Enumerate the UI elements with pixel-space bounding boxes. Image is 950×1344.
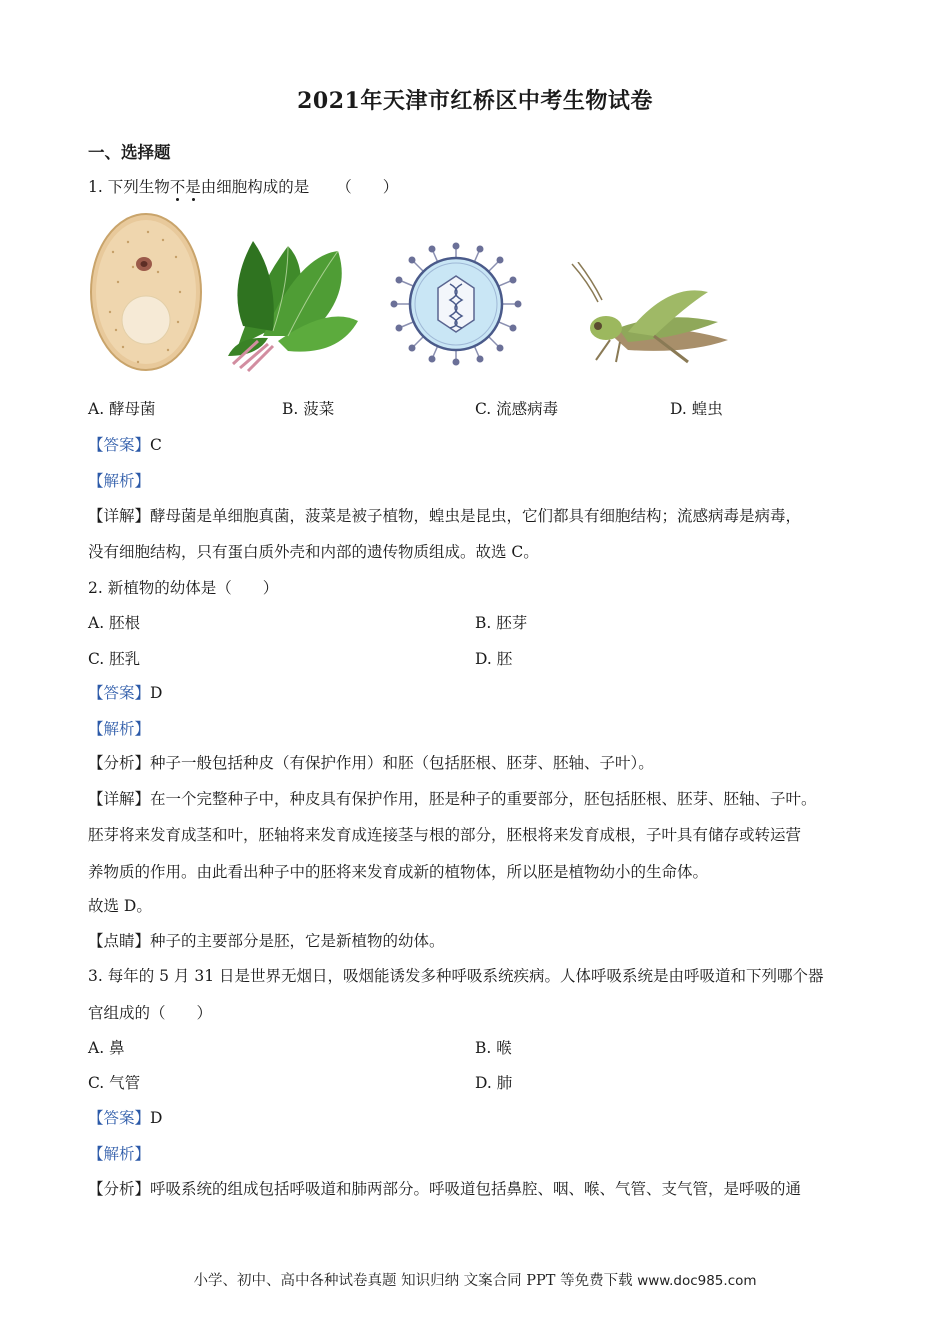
detail-tag: 【详解】 — [88, 507, 151, 525]
answer-value: D — [150, 1109, 163, 1127]
question-text-pre: 下列生物 — [107, 178, 170, 196]
question-2-stem: 2. 新植物的幼体是（ ） — [88, 579, 279, 597]
option-c: C. 气管 — [88, 1074, 141, 1092]
question-text-post: 由细胞构成的是 — [200, 178, 310, 196]
detail-text-cont: 胚芽将来发育成茎和叶，胚轴将来发育成连接茎与根的部分，胚根将来发育成根，子叶具有储存或转运营 — [88, 826, 802, 844]
option-d: D. 胚 — [475, 650, 513, 668]
detail-tag: 【详解】 — [88, 790, 151, 808]
question-number: 1. — [88, 178, 103, 196]
section-heading: 一、选择题 — [88, 143, 171, 162]
option-d: D. 肺 — [475, 1074, 513, 1092]
option-b: B. 喉 — [475, 1039, 512, 1057]
detail-conclusion: 故选 D。 — [88, 897, 152, 915]
question-1-stem — [88, 176, 398, 198]
option-a: A. 胚根 — [88, 614, 141, 632]
page-footer — [0, 1269, 950, 1290]
footer-text: 小学、初中、高中各种试卷真题 知识归纳 文案合同 PPT 等免费下载 — [193, 1273, 633, 1289]
answer-tag: 【答案】 — [88, 436, 151, 454]
option-d: D. 蝗虫 — [670, 400, 723, 418]
dianjing-tag: 【点睛】 — [88, 932, 151, 950]
option-c: C. 流感病毒 — [475, 400, 559, 418]
option-b: B. 菠菜 — [282, 400, 335, 418]
option-c: C. 胚乳 — [88, 650, 141, 668]
fenxi-tag: 【分析】 — [88, 1180, 151, 1198]
analysis-tag: 【解析】 — [88, 1145, 151, 1163]
option-b: B. 胚芽 — [475, 614, 528, 632]
answer-value: C — [150, 436, 162, 454]
fenxi-tag: 【分析】 — [88, 754, 151, 772]
detail-text-cont: 养物质的作用。由此看出种子中的胚将来发育成新的植物体，所以胚是植物幼小的生命体。 — [88, 863, 709, 881]
answer-line — [88, 434, 162, 456]
spinach-illustration — [218, 226, 364, 374]
locust-illustration — [568, 262, 734, 366]
analysis-tag: 【解析】 — [88, 472, 151, 490]
answer-tag: 【答案】 — [88, 1109, 151, 1127]
fenxi-text: 呼吸系统的组成包括呼吸道和肺两部分。呼吸道包括鼻腔、咽、喉、气管、支气管，是呼吸的通 — [150, 1180, 802, 1198]
page-title: 2021年天津市红桥区中考生物试卷 — [297, 88, 653, 114]
answer-tag: 【答案】 — [88, 684, 151, 702]
detail-text-cont: 没有细胞结构，只有蛋白质外壳和内部的遗传物质组成。故选 C。 — [88, 543, 539, 561]
answer-line — [88, 682, 162, 704]
influenza-virus-illustration — [388, 240, 524, 368]
option-a: A. 鼻 — [88, 1039, 125, 1057]
fenxi-line — [88, 752, 654, 774]
detail-line — [88, 788, 817, 810]
detail-text: 在一个完整种子中，种皮具有保护作用，胚是种子的重要部分，胚包括胚根、胚芽、胚轴、子叶。 — [150, 790, 817, 808]
answer-value: D — [150, 684, 163, 702]
footer-link[interactable]: www.doc985.com — [637, 1273, 757, 1289]
dianjing-line — [88, 930, 445, 952]
option-a: A. 酵母菌 — [88, 400, 156, 418]
question-3-stem: 3. 每年的 5 月 31 日是世界无烟日，吸烟能诱发多种呼吸系统疾病。人体呼吸系统是由呼吸道和下列哪个器 — [88, 967, 824, 985]
fenxi-text: 种子一般包括种皮（有保护作用）和胚（包括胚根、胚芽、胚轴、子叶）。 — [150, 754, 654, 772]
dianjing-text: 种子的主要部分是胚，它是新植物的幼体。 — [150, 932, 445, 950]
analysis-tag: 【解析】 — [88, 720, 151, 738]
yeast-cell-illustration — [88, 212, 204, 372]
detail-line — [88, 505, 801, 527]
emphasis-char: 是 — [185, 178, 201, 196]
detail-text: 酵母菌是单细胞真菌，菠菜是被子植物，蝗虫是昆虫，它们都具有细胞结构；流感病毒是病毒， — [150, 507, 802, 525]
emphasis-char: 不 — [169, 178, 186, 196]
answer-line — [88, 1107, 162, 1129]
fenxi-line — [88, 1178, 801, 1200]
question-3-stem-cont: 官组成的（ ） — [88, 1004, 213, 1022]
answer-bracket: （ ） — [336, 178, 399, 196]
